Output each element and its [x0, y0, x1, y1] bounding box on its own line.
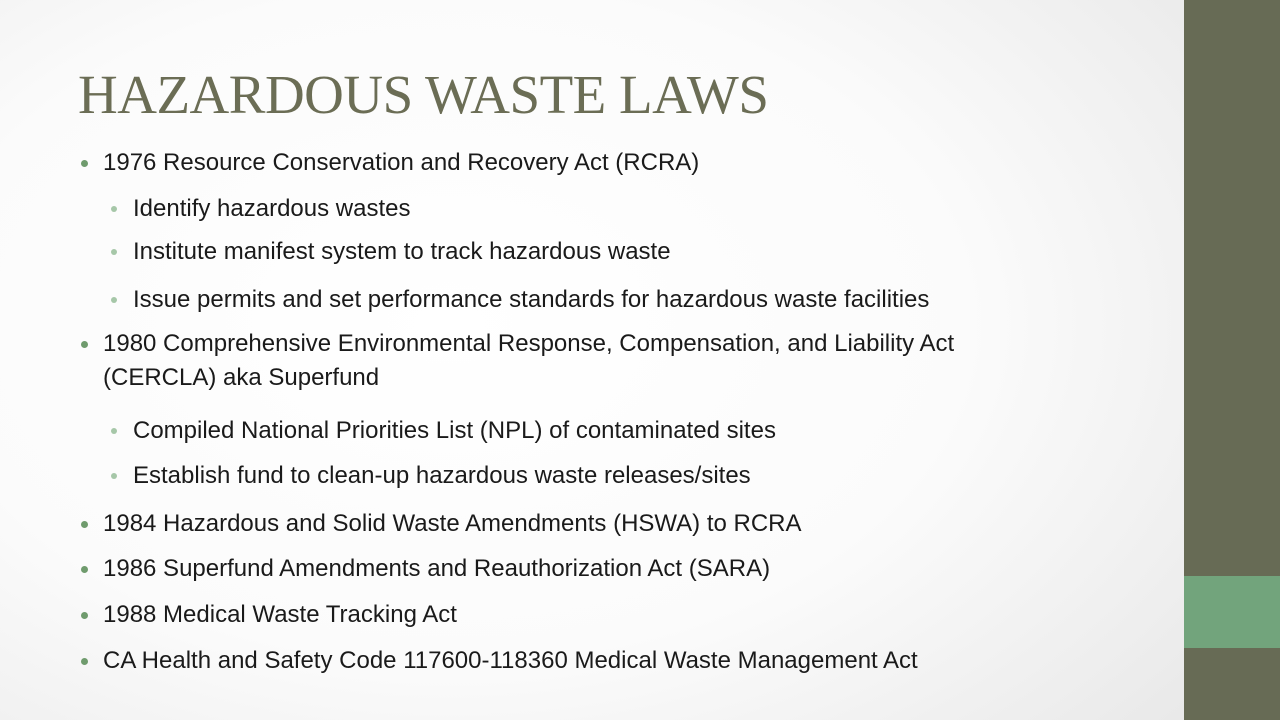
bullet-dot-icon [81, 521, 88, 528]
bullet-text: (CERCLA) aka Superfund [103, 364, 380, 391]
bullet-dot-icon [111, 297, 117, 303]
bullet-text: Compiled National Priorities List (NPL) of contaminated sites [133, 417, 776, 444]
slide-title: HAZARDOUS WASTE LAWS [78, 64, 769, 125]
side-accent-block [1184, 576, 1280, 648]
bullet-text: 1986 Superfund Amendments and Reauthorization Act (SARA) [103, 555, 771, 582]
bullet-dot-icon [111, 473, 117, 479]
bullet-dot-icon [81, 658, 88, 665]
bullet-text: Identify hazardous wastes [133, 195, 411, 222]
bullet-dot-icon [81, 612, 88, 619]
bullet-dot-icon [111, 206, 117, 212]
bullet-text: 1980 Comprehensive Environmental Response, Compensation, and Liability Act [103, 330, 955, 357]
bullet-text: Establish fund to clean-up hazardous waste releases/sites [133, 462, 751, 489]
bullet-text: 1976 Resource Conservation and Recovery Act (RCRA) [103, 149, 700, 176]
bullet-dot-icon [111, 428, 117, 434]
bullet-text: 1984 Hazardous and Solid Waste Amendments (HSWA) to RCRA [103, 510, 802, 537]
bullet-text: Institute manifest system to track hazardous waste [133, 238, 671, 265]
bullet-text: CA Health and Safety Code 117600-118360 Medical Waste Management Act [103, 647, 918, 674]
bullet-text: Issue permits and set performance standards for hazardous waste facilities [133, 286, 930, 313]
bullet-dot-icon [81, 341, 88, 348]
bullet-dot-icon [81, 160, 88, 167]
bullet-dot-icon [111, 249, 117, 255]
bullet-text: 1988 Medical Waste Tracking Act [103, 601, 457, 628]
bullet-dot-icon [81, 566, 88, 573]
